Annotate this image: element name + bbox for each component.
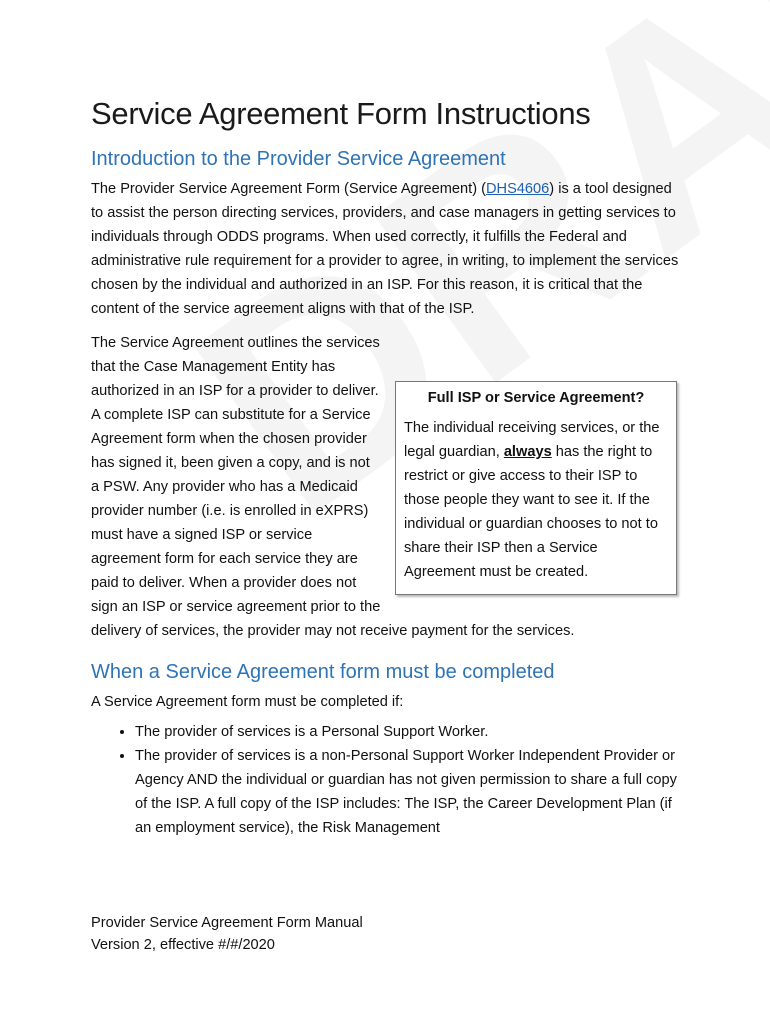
intro-p1-text-b: ) is a tool designed to assist the person directing services, providers, and case managers in getting services to individuals through ODDS programs. When used correctly, it fulfills the Federal and administrative rule requirement for a provider to agree, in writing, to implement the services chosen by the individual and authorized in an ISP. For this reason, it is critical that the content of the service agreement aligns with that of the ISP. xyxy=(91,181,679,317)
callout-body-a: The individual receiving services, or the legal guardian, xyxy=(404,420,660,460)
when-heading: When a Service Agreement form must be completed xyxy=(91,661,555,683)
intro-p1-text-a: The Provider Service Agreement Form (Service Agreement) ( xyxy=(91,181,486,197)
callout-body-b: has the right to restrict or give access to their ISP to those people they want to see it. If the individual or guardian chooses to not to share their ISP then a Service Agreement must be created. xyxy=(404,444,658,580)
intro-paragraph-2-block xyxy=(91,331,681,643)
when-bullet-list xyxy=(91,720,681,840)
page-title: Service Agreement Form Instructions xyxy=(91,96,591,131)
intro-heading: Introduction to the Provider Service Agreement xyxy=(91,148,506,170)
intro-paragraph-1 xyxy=(91,177,681,321)
when-lead: A Service Agreement form must be completed if: xyxy=(91,694,404,710)
footer-line-1: Provider Service Agreement Form Manual xyxy=(91,915,363,931)
dhs4606-link[interactable]: DHS4606 xyxy=(486,181,550,197)
callout-body xyxy=(404,416,668,584)
list-item: • The provider of services is a Personal Support Worker. xyxy=(135,720,681,744)
callout-emphasis: always xyxy=(503,444,552,460)
footer-line-2: Version 2, effective #/#/2020 xyxy=(91,937,275,953)
document-content xyxy=(91,96,681,840)
page-footer xyxy=(91,912,363,956)
callout-title: Full ISP or Service Agreement? xyxy=(427,390,645,406)
when-section xyxy=(91,653,681,840)
intro-paragraph-2: The Service Agreement outlines the services that the Case Management Entity has authorized in an ISP for a provider to deliver. A complete ISP can substitute for a Service Agreement form when the chosen provider has signed it, been given a copy, and is not a PSW. Any provider who has a Medicaid provider number (i.e. is enrolled in eXPRS) must have a signed ISP or service agreement form for each service they are paid to deliver. When a provider does not sign an ISP or service agreement prior to the delivery of services, the provider may not receive payment for the services. xyxy=(91,335,575,639)
list-item: • The provider of services is a non-Personal Support Worker Independent Provider or Agency AND the individual or guardian has not given permission to share a full copy of the ISP. A full copy of the ISP includes: The ISP, the Career Development Plan (if an employment service), the Risk Management xyxy=(135,744,681,840)
callout-box xyxy=(395,381,677,595)
